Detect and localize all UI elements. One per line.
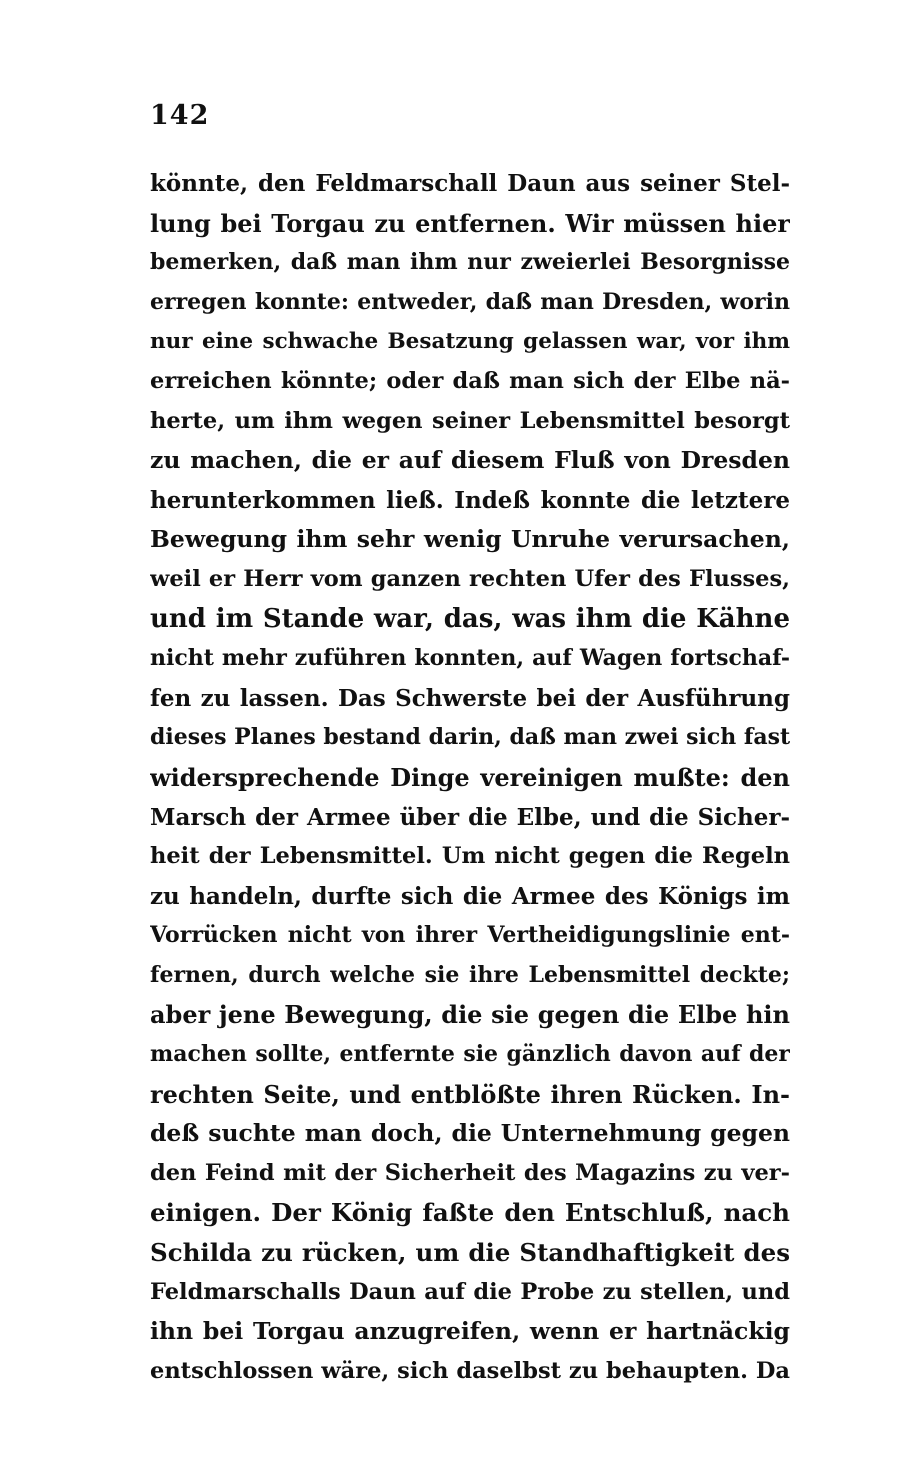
text-line: deß suchte man doch, die Unternehmung gegen — [150, 1119, 790, 1148]
text-line: fernen, durch welche sie ihre Lebensmittel deckte; — [150, 961, 790, 988]
text-line: widersprechende Dinge vereinigen mußte: den — [150, 762, 790, 792]
text-line: Schilda zu rücken, um die Standhaftigkeit des — [150, 1238, 790, 1268]
text-line: entschlossen wäre, sich daselbst zu behaupten. Da — [150, 1357, 790, 1384]
text-line: könnte, den Feldmarschall Daun aus seiner Stel- — [150, 170, 790, 197]
text-line: bemerken, daß man ihm nur zweierlei Besorgnisse — [150, 249, 790, 276]
text-line: nicht mehr zuführen konnten, auf Wagen fortschaf- — [150, 645, 790, 672]
text-line: herte, um ihm wegen seiner Lebensmittel besorgt — [150, 407, 790, 434]
text-line: Marsch der Armee über die Elbe, und die Sicher- — [150, 803, 790, 831]
text-line: fen zu lassen. Das Schwerste bei der Ausführung — [150, 684, 790, 712]
text-line: den Feind mit der Sicherheit des Magazins zu ver- — [150, 1159, 790, 1186]
text-line: und im Stande war, das, was ihm die Kähne — [150, 603, 790, 634]
text-line: erregen konnte: entweder, daß man Dresden, worin — [150, 288, 790, 315]
text-line: Feldmarschalls Daun auf die Probe zu stellen, und — [150, 1278, 790, 1305]
text-line: rechten Seite, und entblößte ihren Rücken. In- — [150, 1079, 790, 1109]
text-line: aber jene Bewegung, die sie gegen die Elbe hin — [150, 1000, 790, 1030]
text-line: heit der Lebensmittel. Um nicht gegen die Regeln — [150, 843, 790, 870]
body-text — [150, 164, 790, 1391]
text-line: zu handeln, durfte sich die Armee des Königs im — [150, 882, 790, 910]
text-line: dieses Planes bestand darin, daß man zwei sich fast — [150, 724, 790, 751]
text-line: lung bei Torgau zu entfernen. Wir müssen hier — [150, 208, 790, 238]
text-line: erreichen könnte; oder daß man sich der Elbe nä- — [150, 367, 790, 394]
text-line: Bewegung ihm sehr wenig Unruhe verursachen, — [150, 525, 790, 554]
text-line: zu machen, die er auf diesem Fluß von Dresden — [150, 446, 790, 475]
text-line: ihn bei Torgau anzugreifen, wenn er hartnäckig — [150, 1317, 790, 1346]
page-number: 142 — [150, 100, 210, 131]
text-line: einigen. Der König faßte den Entschluß, nach — [150, 1198, 790, 1228]
text-line: nur eine schwache Besatzung gelassen war, vor ihm — [150, 329, 790, 355]
text-line: machen sollte, entfernte sie gänzlich davon auf der — [150, 1041, 790, 1068]
text-line: herunterkommen ließ. Indeß konnte die letztere — [150, 486, 790, 514]
text-line: Vorrücken nicht von ihrer Vertheidigungslinie ent- — [150, 922, 790, 949]
text-line: weil er Herr vom ganzen rechten Ufer des Flusses, — [150, 565, 790, 592]
